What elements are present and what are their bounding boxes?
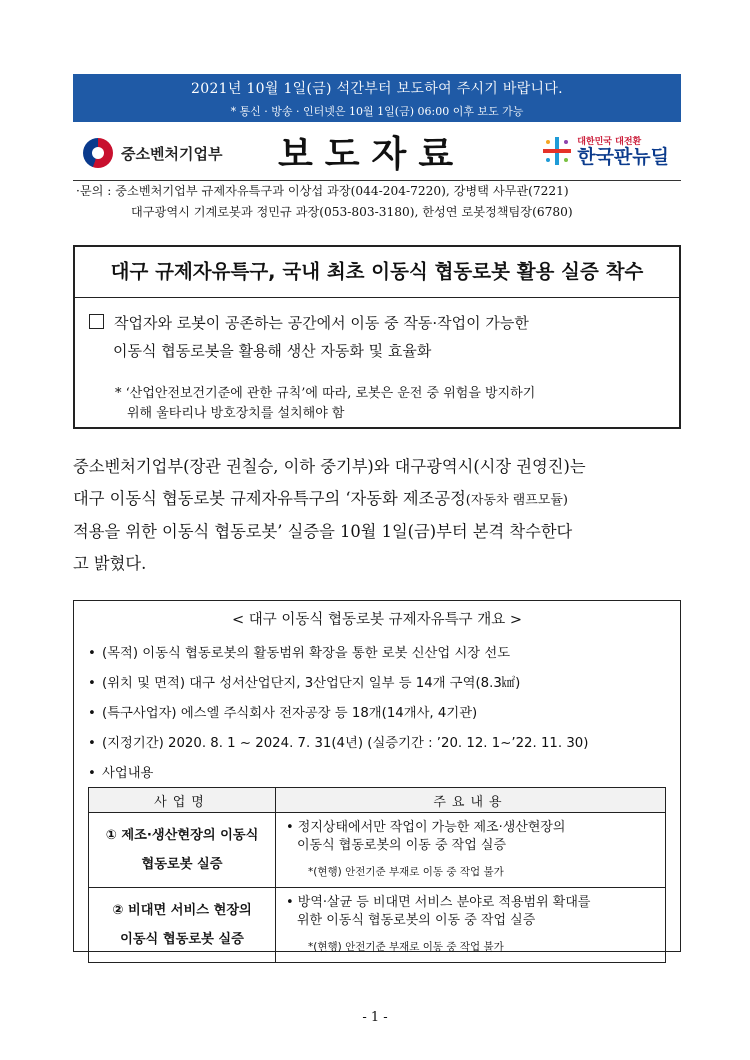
new-deal-name: 한국판뉴딜: [577, 146, 669, 168]
business-table: [88, 787, 666, 963]
contact-line: ·문의 : 중소벤처기업부 규제자유특구과 이상섭 과장(044-204-7220), 강병택 사무관(7221): [76, 184, 569, 198]
business-name: ① 제조·생산현장의 이동식 협동로봇 실증: [89, 813, 276, 888]
summary-line: 이동식 협동로봇을 활용해 생산 자동화 및 효율화: [113, 342, 432, 360]
lead-paragraph: [73, 451, 685, 579]
business-description: • 방역·살균 등 비대면 서비스 분야로 적용범위 확대를 위한 이동식 협동로봇의 이동 중 작업 실증 *(현행) 안전기준 부재로 이동 중 작업 불가: [276, 888, 666, 963]
list-item: • (특구사업자) 에스엘 주식회사 전자공장 등 18개(14개사, 4기관): [88, 706, 478, 721]
footnote-line: * ‘산업안전보건기준에 관한 규칙’에 따라, 로봇은 운전 중 위험을 방지하기: [115, 386, 536, 401]
press-header: [73, 126, 681, 182]
table-row: [89, 888, 666, 963]
summary-line: 작업자와 로봇이 공존하는 공간에서 이동 중 작동·작업이 가능한: [114, 314, 529, 332]
paragraph-line: 중소벤처기업부(장관 권칠승, 이하 중기부)와 대구광역시(시장 권영진)는: [73, 457, 586, 476]
contact-info: [76, 181, 686, 223]
overview-title: < 대구 이동식 협동로봇 규제자유특구 개요 >: [231, 612, 523, 628]
paragraph-line: 대구 이동식 협동로봇 규제자유특구의 ‘자동화 제조공정: [73, 488, 466, 508]
column-header: 주요내용: [276, 788, 666, 813]
table-header-row: [89, 788, 666, 813]
new-deal-star-icon: [543, 137, 571, 165]
business-description: • 정지상태에서만 작업이 가능한 제조·생산현장의 이동식 협동로봇의 이동 중 작업 실증 *(현행) 안전기준 부재로 이동 중 작업 불가: [276, 813, 666, 888]
summary-point: [89, 309, 669, 365]
embargo-note: * 통신 · 방송 · 인터넷은 10월 1일(금) 06:00 이후 보도 가능: [230, 105, 524, 118]
ministry-name: 중소벤처기업부: [121, 144, 223, 163]
paragraph-note: (자동차 램프모듈): [465, 492, 568, 508]
list-item: • (지정기간) 2020. 8. 1 ~ 2024. 7. 31(4년) (실증기간 : ’20. 12. 1~’22. 11. 30): [88, 736, 589, 751]
embargo-banner: [73, 74, 681, 122]
business-name: ② 비대면 서비스 현장의 이동식 협동로봇 실증: [89, 888, 276, 963]
contact-line: 대구광역시 기계로봇과 정민규 과장(053-803-3180), 한성연 로봇정책팀장(6780): [131, 205, 573, 219]
new-deal-tagline: 대한민국 대전환: [577, 137, 642, 147]
paragraph-line: 적용을 위한 이동식 협동로봇’ 실증을 10월 1일(금)부터 본격 착수한다: [73, 522, 573, 541]
press-release-title: 보도자료: [278, 133, 466, 175]
paragraph-line: 고 밝혔다.: [73, 553, 147, 573]
column-header: 사업명: [89, 788, 276, 813]
checkbox-square-icon: [89, 314, 104, 329]
summary-footnote: [115, 384, 670, 424]
page-number: - 1 -: [362, 1010, 388, 1025]
headline-box: [73, 245, 681, 429]
ministry-logo: [83, 138, 222, 168]
embargo-line: 2021년 10월 1일(금) 석간부터 보도하여 주시기 바랍니다.: [191, 81, 563, 97]
overview-bullets: [88, 639, 673, 789]
list-item: • (목적) 이동식 협동로봇의 활동범위 확장을 통한 로봇 신산업 시장 선도: [88, 646, 511, 661]
headline: 대구 규제자유특구, 국내 최초 이동식 협동로봇 활용 실증 착수: [75, 247, 679, 298]
government-emblem-icon: [83, 138, 113, 168]
table-row: [89, 813, 666, 888]
list-item: • (위치 및 면적) 대구 성서산업단지, 3산업단지 일부 등 14개 구역(8.3㎢): [88, 676, 521, 691]
overview-box: [73, 600, 681, 952]
list-item: • 사업내용: [88, 766, 154, 781]
footnote-line: 위해 울타리나 방호장치를 설치해야 함: [127, 406, 345, 421]
korean-new-deal-logo: [543, 134, 669, 167]
